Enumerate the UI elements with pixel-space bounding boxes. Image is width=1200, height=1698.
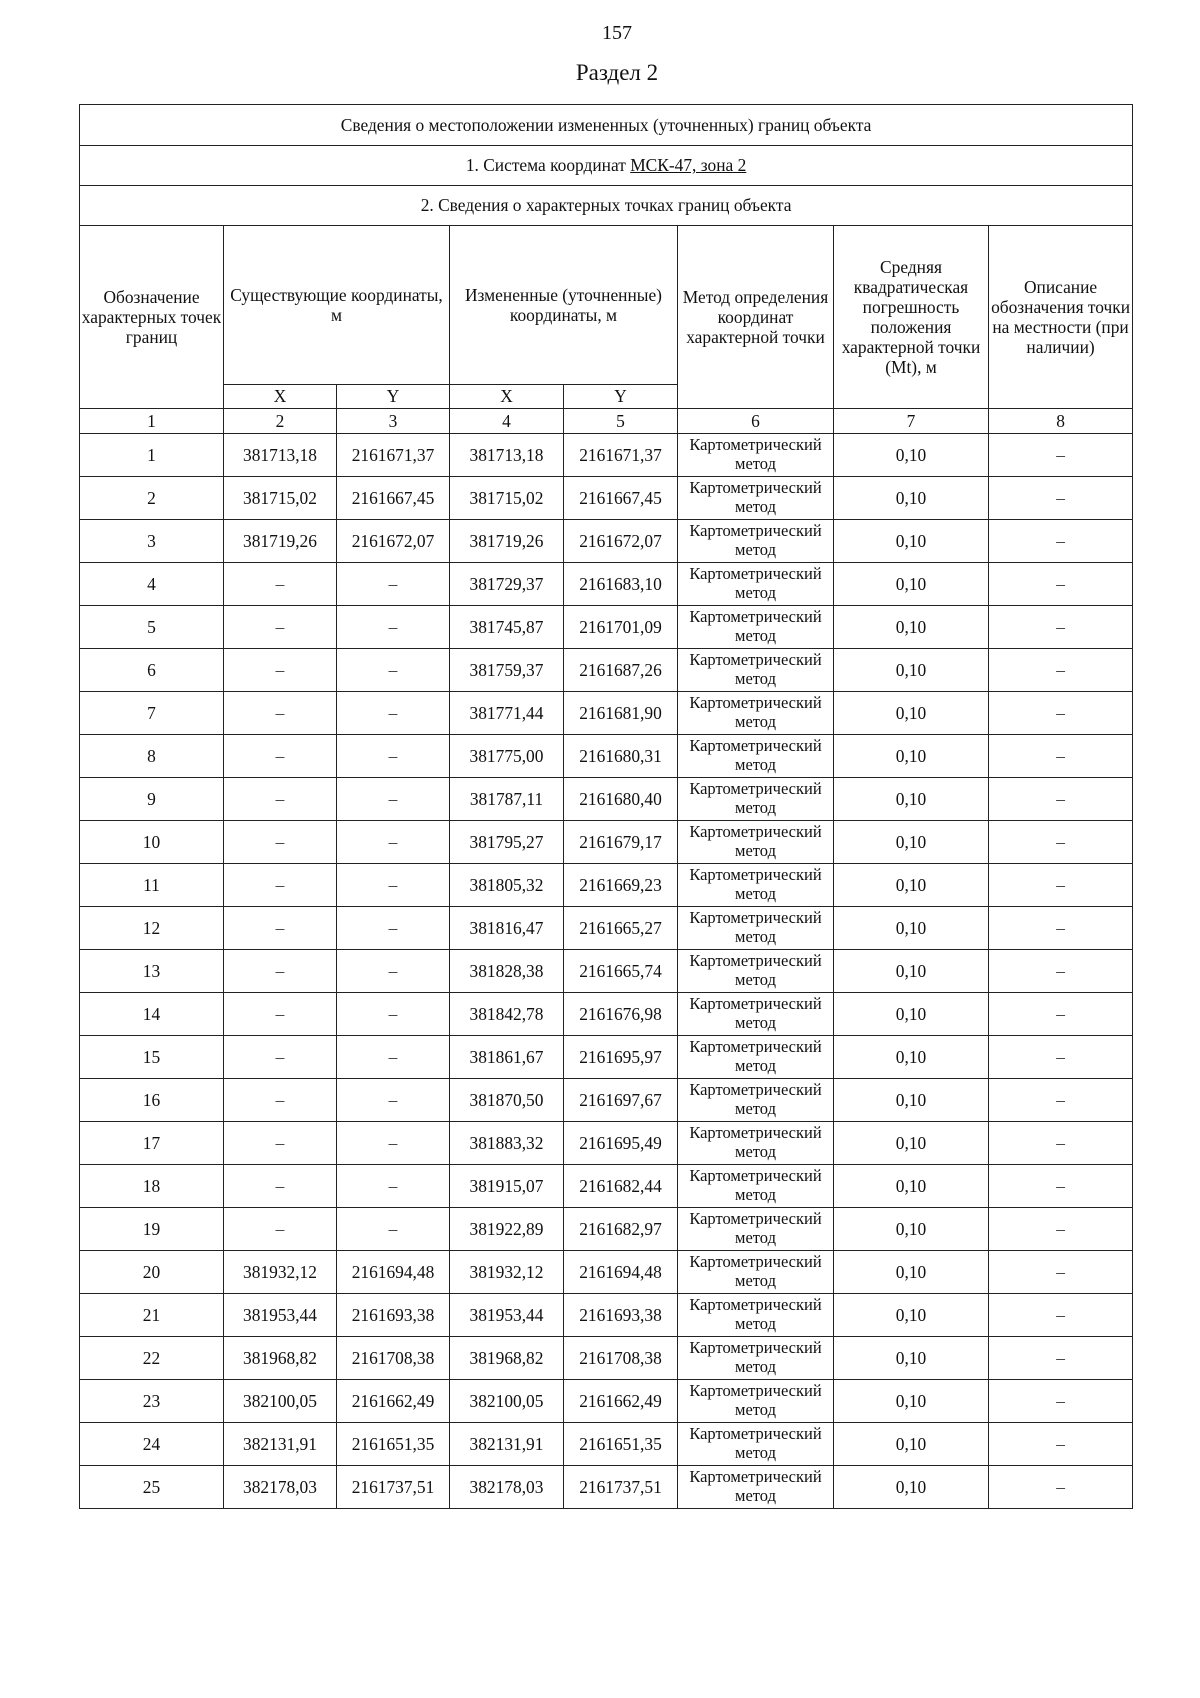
description-cell: –: [989, 1423, 1133, 1466]
mean-error-cell: 0,10: [834, 1165, 989, 1208]
changed-y-cell: 2161697,67: [564, 1079, 678, 1122]
mean-error-cell: 0,10: [834, 993, 989, 1036]
existing-y-cell: 2161737,51: [337, 1466, 450, 1509]
changed-x-cell: 381771,44: [450, 692, 564, 735]
point-number-cell: 4: [80, 563, 224, 606]
mean-error-cell: 0,10: [834, 563, 989, 606]
existing-x-cell: 381713,18: [224, 434, 337, 477]
point-number-cell: 18: [80, 1165, 224, 1208]
method-cell: Картометрический метод: [678, 993, 834, 1036]
table-row: [80, 1337, 1133, 1380]
header-point-designation: Обозначение характерных точек границ: [80, 226, 224, 409]
changed-x-cell: 381816,47: [450, 907, 564, 950]
column-number: 7: [834, 409, 989, 434]
page-number: 157: [602, 22, 632, 44]
existing-x-cell: 381932,12: [224, 1251, 337, 1294]
existing-y-cell: –: [337, 563, 450, 606]
header-existing-x: X: [224, 385, 337, 409]
existing-y-cell: –: [337, 1208, 450, 1251]
method-cell: Картометрический метод: [678, 520, 834, 563]
mean-error-cell: 0,10: [834, 520, 989, 563]
point-number-cell: 10: [80, 821, 224, 864]
mean-error-cell: 0,10: [834, 1380, 989, 1423]
existing-x-cell: 382100,05: [224, 1380, 337, 1423]
table-row: [80, 477, 1133, 520]
existing-y-cell: –: [337, 950, 450, 993]
existing-y-cell: –: [337, 1079, 450, 1122]
point-number-cell: 7: [80, 692, 224, 735]
changed-x-cell: 381883,32: [450, 1122, 564, 1165]
mean-error-cell: 0,10: [834, 606, 989, 649]
header-changed-x: X: [450, 385, 564, 409]
existing-x-cell: –: [224, 1208, 337, 1251]
table-row: [80, 864, 1133, 907]
changed-y-cell: 2161695,49: [564, 1122, 678, 1165]
changed-y-cell: 2161682,97: [564, 1208, 678, 1251]
coordinate-system-value: МСК-47, зона 2: [630, 155, 747, 176]
table-row: [80, 1122, 1133, 1165]
table-row: [80, 1251, 1133, 1294]
description-cell: –: [989, 993, 1133, 1036]
description-cell: –: [989, 1337, 1133, 1380]
mean-error-cell: 0,10: [834, 1337, 989, 1380]
method-cell: Картометрический метод: [678, 1466, 834, 1509]
point-number-cell: 15: [80, 1036, 224, 1079]
existing-x-cell: 381715,02: [224, 477, 337, 520]
method-cell: Картометрический метод: [678, 1122, 834, 1165]
changed-y-cell: 2161669,23: [564, 864, 678, 907]
existing-x-cell: –: [224, 1079, 337, 1122]
point-number-cell: 1: [80, 434, 224, 477]
existing-x-cell: –: [224, 692, 337, 735]
existing-y-cell: 2161708,38: [337, 1337, 450, 1380]
changed-x-cell: 381828,38: [450, 950, 564, 993]
existing-y-cell: 2161671,37: [337, 434, 450, 477]
table-row: [80, 735, 1133, 778]
changed-y-cell: 2161679,17: [564, 821, 678, 864]
changed-x-cell: 381805,32: [450, 864, 564, 907]
header-existing-y: Y: [337, 385, 450, 409]
points-info-line: 2. Сведения о характерных точках границ объекта: [80, 186, 1133, 226]
changed-y-cell: 2161651,35: [564, 1423, 678, 1466]
changed-y-cell: 2161687,26: [564, 649, 678, 692]
column-number: 5: [564, 409, 678, 434]
changed-x-cell: 381915,07: [450, 1165, 564, 1208]
existing-y-cell: 2161694,48: [337, 1251, 450, 1294]
point-number-cell: 24: [80, 1423, 224, 1466]
existing-x-cell: –: [224, 778, 337, 821]
description-cell: –: [989, 1036, 1133, 1079]
table-row: [80, 606, 1133, 649]
mean-error-cell: 0,10: [834, 692, 989, 735]
changed-y-cell: 2161737,51: [564, 1466, 678, 1509]
description-cell: –: [989, 1208, 1133, 1251]
mean-error-cell: 0,10: [834, 1466, 989, 1509]
point-number-cell: 20: [80, 1251, 224, 1294]
existing-x-cell: –: [224, 993, 337, 1036]
changed-x-cell: 381922,89: [450, 1208, 564, 1251]
existing-y-cell: –: [337, 778, 450, 821]
description-cell: –: [989, 477, 1133, 520]
changed-x-cell: 381787,11: [450, 778, 564, 821]
changed-y-cell: 2161693,38: [564, 1294, 678, 1337]
changed-x-cell: 381715,02: [450, 477, 564, 520]
existing-y-cell: –: [337, 606, 450, 649]
changed-y-cell: 2161680,40: [564, 778, 678, 821]
existing-y-cell: –: [337, 649, 450, 692]
existing-x-cell: 381953,44: [224, 1294, 337, 1337]
existing-x-cell: –: [224, 1122, 337, 1165]
changed-x-cell: 382100,05: [450, 1380, 564, 1423]
existing-x-cell: 382131,91: [224, 1423, 337, 1466]
changed-y-cell: 2161681,90: [564, 692, 678, 735]
mean-error-cell: 0,10: [834, 778, 989, 821]
point-number-cell: 12: [80, 907, 224, 950]
table-row: [80, 692, 1133, 735]
changed-y-cell: 2161695,97: [564, 1036, 678, 1079]
changed-y-cell: 2161676,98: [564, 993, 678, 1036]
table-row: [80, 778, 1133, 821]
boundary-points-table: [79, 104, 1133, 1509]
point-number-cell: 9: [80, 778, 224, 821]
changed-x-cell: 381729,37: [450, 563, 564, 606]
changed-x-cell: 381842,78: [450, 993, 564, 1036]
mean-error-cell: 0,10: [834, 1036, 989, 1079]
header-existing-coords: Существующие координаты, м: [224, 226, 450, 385]
changed-x-cell: 382131,91: [450, 1423, 564, 1466]
table-row: [80, 563, 1133, 606]
mean-error-cell: 0,10: [834, 434, 989, 477]
table-row: [80, 1036, 1133, 1079]
changed-x-cell: 381713,18: [450, 434, 564, 477]
method-cell: Картометрический метод: [678, 864, 834, 907]
changed-x-cell: 381745,87: [450, 606, 564, 649]
description-cell: –: [989, 520, 1133, 563]
point-number-cell: 22: [80, 1337, 224, 1380]
existing-y-cell: –: [337, 993, 450, 1036]
description-cell: –: [989, 563, 1133, 606]
changed-x-cell: 381759,37: [450, 649, 564, 692]
point-number-cell: 11: [80, 864, 224, 907]
point-number-cell: 23: [80, 1380, 224, 1423]
existing-x-cell: –: [224, 735, 337, 778]
existing-x-cell: 382178,03: [224, 1466, 337, 1509]
changed-y-cell: 2161682,44: [564, 1165, 678, 1208]
existing-x-cell: –: [224, 649, 337, 692]
changed-x-cell: 381870,50: [450, 1079, 564, 1122]
changed-x-cell: 382178,03: [450, 1466, 564, 1509]
changed-x-cell: 381719,26: [450, 520, 564, 563]
changed-x-cell: 381932,12: [450, 1251, 564, 1294]
description-cell: –: [989, 950, 1133, 993]
column-number: 4: [450, 409, 564, 434]
method-cell: Картометрический метод: [678, 1208, 834, 1251]
changed-y-cell: 2161667,45: [564, 477, 678, 520]
existing-x-cell: –: [224, 864, 337, 907]
table-row: [80, 1294, 1133, 1337]
mean-error-cell: 0,10: [834, 864, 989, 907]
mean-error-cell: 0,10: [834, 821, 989, 864]
method-cell: Картометрический метод: [678, 1165, 834, 1208]
table-row: [80, 907, 1133, 950]
table-row: [80, 1423, 1133, 1466]
table-row: [80, 434, 1133, 477]
method-cell: Картометрический метод: [678, 1251, 834, 1294]
changed-y-cell: 2161680,31: [564, 735, 678, 778]
changed-y-cell: 2161672,07: [564, 520, 678, 563]
coordinate-system-label: 1. Система координат: [465, 155, 631, 176]
table-row: [80, 1380, 1133, 1423]
mean-error-cell: 0,10: [834, 1294, 989, 1337]
existing-x-cell: –: [224, 1165, 337, 1208]
existing-y-cell: –: [337, 692, 450, 735]
description-cell: –: [989, 907, 1133, 950]
existing-y-cell: –: [337, 821, 450, 864]
mean-error-cell: 0,10: [834, 1208, 989, 1251]
column-number: 2: [224, 409, 337, 434]
description-cell: –: [989, 864, 1133, 907]
mean-error-cell: 0,10: [834, 1079, 989, 1122]
existing-y-cell: –: [337, 864, 450, 907]
existing-x-cell: –: [224, 606, 337, 649]
point-number-cell: 25: [80, 1466, 224, 1509]
table-title: Сведения о местоположении измененных (уточненных) границ объекта: [80, 105, 1133, 146]
table-row: [80, 649, 1133, 692]
changed-y-cell: 2161694,48: [564, 1251, 678, 1294]
existing-x-cell: –: [224, 950, 337, 993]
changed-y-cell: 2161683,10: [564, 563, 678, 606]
method-cell: Картометрический метод: [678, 778, 834, 821]
header-mean-error: Средняя квадратическая погрешность положения характерной точки (Мt), м: [834, 226, 989, 409]
description-cell: –: [989, 821, 1133, 864]
description-cell: –: [989, 735, 1133, 778]
method-cell: Картометрический метод: [678, 606, 834, 649]
column-number: 6: [678, 409, 834, 434]
changed-y-cell: 2161665,27: [564, 907, 678, 950]
table-row: [80, 1466, 1133, 1509]
description-cell: –: [989, 778, 1133, 821]
existing-y-cell: 2161693,38: [337, 1294, 450, 1337]
mean-error-cell: 0,10: [834, 1423, 989, 1466]
existing-y-cell: –: [337, 907, 450, 950]
description-cell: –: [989, 1079, 1133, 1122]
column-numbers-row: [80, 409, 1133, 434]
description-cell: –: [989, 692, 1133, 735]
point-number-cell: 19: [80, 1208, 224, 1251]
header-changed-y: Y: [564, 385, 678, 409]
table-row: [80, 821, 1133, 864]
point-number-cell: 5: [80, 606, 224, 649]
existing-x-cell: 381968,82: [224, 1337, 337, 1380]
changed-y-cell: 2161701,09: [564, 606, 678, 649]
column-number: 3: [337, 409, 450, 434]
mean-error-cell: 0,10: [834, 1122, 989, 1165]
mean-error-cell: 0,10: [834, 477, 989, 520]
changed-y-cell: 2161708,38: [564, 1337, 678, 1380]
header-method: Метод определения координат характерной точки: [678, 226, 834, 409]
method-cell: Картометрический метод: [678, 1036, 834, 1079]
point-number-cell: 16: [80, 1079, 224, 1122]
existing-x-cell: 381719,26: [224, 520, 337, 563]
point-number-cell: 2: [80, 477, 224, 520]
existing-x-cell: –: [224, 907, 337, 950]
table-row: [80, 1208, 1133, 1251]
description-cell: –: [989, 1122, 1133, 1165]
description-cell: –: [989, 1294, 1133, 1337]
point-number-cell: 13: [80, 950, 224, 993]
method-cell: Картометрический метод: [678, 1079, 834, 1122]
existing-y-cell: –: [337, 1122, 450, 1165]
changed-x-cell: 381775,00: [450, 735, 564, 778]
existing-y-cell: –: [337, 1165, 450, 1208]
existing-y-cell: –: [337, 735, 450, 778]
changed-y-cell: 2161662,49: [564, 1380, 678, 1423]
existing-x-cell: –: [224, 563, 337, 606]
description-cell: –: [989, 1165, 1133, 1208]
method-cell: Картометрический метод: [678, 821, 834, 864]
mean-error-cell: 0,10: [834, 950, 989, 993]
table-row: [80, 520, 1133, 563]
description-cell: –: [989, 1380, 1133, 1423]
description-cell: –: [989, 1466, 1133, 1509]
changed-x-cell: 381953,44: [450, 1294, 564, 1337]
column-number: 8: [989, 409, 1133, 434]
mean-error-cell: 0,10: [834, 1251, 989, 1294]
existing-y-cell: 2161651,35: [337, 1423, 450, 1466]
method-cell: Картометрический метод: [678, 649, 834, 692]
existing-x-cell: –: [224, 821, 337, 864]
changed-y-cell: 2161665,74: [564, 950, 678, 993]
point-number-cell: 17: [80, 1122, 224, 1165]
method-cell: Картометрический метод: [678, 907, 834, 950]
mean-error-cell: 0,10: [834, 735, 989, 778]
changed-x-cell: 381968,82: [450, 1337, 564, 1380]
point-number-cell: 14: [80, 993, 224, 1036]
method-cell: Картометрический метод: [678, 477, 834, 520]
header-description: Описание обозначения точки на местности (при наличии): [989, 226, 1133, 409]
description-cell: –: [989, 649, 1133, 692]
existing-y-cell: 2161662,49: [337, 1380, 450, 1423]
method-cell: Картометрический метод: [678, 563, 834, 606]
table-row: [80, 1165, 1133, 1208]
method-cell: Картометрический метод: [678, 1380, 834, 1423]
point-number-cell: 3: [80, 520, 224, 563]
section-title: Раздел 2: [575, 60, 659, 85]
table-row: [80, 950, 1133, 993]
changed-x-cell: 381795,27: [450, 821, 564, 864]
existing-y-cell: 2161667,45: [337, 477, 450, 520]
table-row: [80, 1079, 1133, 1122]
method-cell: Картометрический метод: [678, 434, 834, 477]
mean-error-cell: 0,10: [834, 907, 989, 950]
description-cell: –: [989, 606, 1133, 649]
existing-y-cell: 2161672,07: [337, 520, 450, 563]
method-cell: Картометрический метод: [678, 1337, 834, 1380]
method-cell: Картометрический метод: [678, 1423, 834, 1466]
method-cell: Картометрический метод: [678, 692, 834, 735]
point-number-cell: 8: [80, 735, 224, 778]
coordinate-system-line: [80, 146, 1133, 186]
column-number: 1: [80, 409, 224, 434]
changed-y-cell: 2161671,37: [564, 434, 678, 477]
method-cell: Картометрический метод: [678, 950, 834, 993]
point-number-cell: 6: [80, 649, 224, 692]
existing-y-cell: –: [337, 1036, 450, 1079]
method-cell: Картометрический метод: [678, 1294, 834, 1337]
header-changed-coords: Измененные (уточненные) координаты, м: [450, 226, 678, 385]
description-cell: –: [989, 1251, 1133, 1294]
mean-error-cell: 0,10: [834, 649, 989, 692]
method-cell: Картометрический метод: [678, 735, 834, 778]
description-cell: –: [989, 434, 1133, 477]
changed-x-cell: 381861,67: [450, 1036, 564, 1079]
point-number-cell: 21: [80, 1294, 224, 1337]
existing-x-cell: –: [224, 1036, 337, 1079]
table-row: [80, 993, 1133, 1036]
